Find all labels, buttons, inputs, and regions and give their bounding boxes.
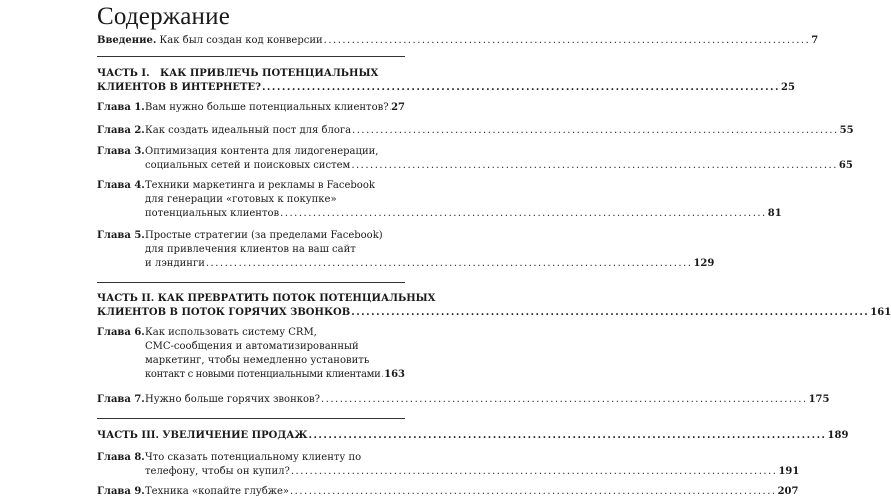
chapter-title-line: Как создать идеальный пост для блога [145,125,352,136]
part-heading[interactable] [97,67,795,95]
page-number: 161 [870,307,891,318]
chapter-title-line: Что сказать потенциальному клиенту по [145,452,362,463]
toc-line [97,429,849,443]
chapter-title-line: телефону, чтобы он купил? [145,466,290,477]
dot-leader: ........................................................................................................ [308,430,827,441]
dot-leader: ........................................................................................................ [290,466,778,477]
dot-leader: ........................................................................................................ [280,208,767,219]
toc-line [145,159,853,173]
toc-line [145,193,405,207]
dot-leader [381,368,383,382]
page-number: 65 [838,160,853,171]
page-number: 175 [808,394,830,405]
chapter-label: Глава 4. [97,180,145,191]
page-number: 189 [827,430,849,441]
page-number: 163 [384,369,405,380]
chapter-title-line: контакт с новыми потенциальными клиентами [145,369,381,380]
part-title-line: ЧАСТЬ II. КАК ПРЕВРАТИТЬ ПОТОК ПОТЕНЦИАЛЬНЫХ [97,293,436,304]
toc-line [97,67,405,81]
part-title-line: КЛИЕНТОВ В ПОТОК ГОРЯЧИХ ЗВОНКОВ [97,307,351,318]
dot-leader: ........................................................................................................ [351,160,838,171]
chapter-label: Глава 7. [97,394,145,405]
toc-line [145,243,405,257]
page-number: 7 [811,35,819,46]
chapter-label: Глава 6. [97,327,145,338]
dot-leader: ........................................................................................................ [351,307,870,318]
toc-line [97,306,891,320]
chapter-title-line: для генерации «готовых к покупке» [145,194,337,205]
chapter-title-line: Техники маркетинга и рекламы в Facebook [145,180,375,191]
page-number: 27 [391,102,405,113]
page-number: 81 [767,208,782,219]
toc-line [145,207,782,221]
intro-text [97,34,323,48]
toc-line [97,81,795,95]
chapter-title-line: социальных сетей и поисковых систем [145,160,351,171]
toc-line [145,257,715,271]
toc-line [145,368,405,382]
toc-line [145,124,854,138]
part-title-line: ЧАСТЬ I. КАК ПРИВЛЕЧЬ ПОТЕНЦИАЛЬНЫХ [97,68,379,79]
chapter-label: Глава 2. [97,125,145,136]
dot-leader: ........................................................................................................ [352,125,839,136]
divider [97,56,405,57]
toc-line [145,101,405,115]
toc-line [145,145,405,159]
toc-line [145,393,830,407]
intro-title: Как был создан код конверсии [156,35,323,46]
intro-label: Введение. [97,35,157,46]
chapter-label: Глава 5. [97,230,145,241]
divider [97,282,405,283]
toc-line [145,354,405,368]
part-title-line: КЛИЕНТОВ В ИНТЕРНЕТЕ? [97,82,261,93]
part-heading[interactable] [97,292,891,320]
toc-line [145,326,405,340]
toc-line [97,34,819,48]
chapter-label: Глава 1. [97,102,145,113]
toc-line [97,292,436,306]
chapter-label: Глава 9. [97,486,145,497]
chapter-label: Глава 8. [97,452,145,463]
page-title: Содержание [97,3,230,30]
chapter-title-line: Простые стратегии (за пределами Facebook) [145,230,383,241]
page-number: 207 [777,486,799,497]
chapter-label: Глава 3. [97,146,145,157]
divider [97,418,405,419]
chapter-title-line: Оптимизация контента для лидогенерации, [145,146,379,157]
chapter-title-line: Техника «копайте глубже» [145,486,289,497]
dot-leader: ........................................................................................................ [290,486,777,497]
part-title-line: ЧАСТЬ III. УВЕЛИЧЕНИЕ ПРОДАЖ [97,430,308,441]
page-number: 129 [693,258,715,269]
chapter-title-line: СМС-сообщения и автоматизированный [145,341,359,352]
page-number: 25 [781,82,795,93]
toc-line [145,229,405,243]
toc-line [145,340,405,354]
chapter-title-line: маркетинг, чтобы немедленно установить [145,355,370,366]
chapter-title-line: Как использовать систему CRM, [145,327,317,338]
dot-leader: ........................................................................................................ [205,258,693,269]
dot-leader: ........................................................................................................ [321,394,808,405]
page-number: 55 [839,125,854,136]
chapter-title-line: для привлечения клиентов на ваш сайт [145,244,356,255]
chapter-title-line: и лэндинги [145,258,205,269]
part-heading[interactable] [97,429,849,443]
dot-leader: ........................................................................................................ [261,82,781,93]
chapter-title-line: Вам нужно больше потенциальных клиентов? [145,102,389,113]
toc-line [145,465,800,479]
page-number: 191 [778,466,800,477]
toc-line [145,179,405,193]
toc-intro[interactable] [97,34,819,48]
toc-line [145,485,799,499]
dot-leader: ........................................................................................................ [323,35,811,46]
chapter-title-line: Нужно больше горячих звонков? [145,394,320,405]
toc-line [145,451,405,465]
chapter-title-line: потенциальных клиентов [145,208,280,219]
